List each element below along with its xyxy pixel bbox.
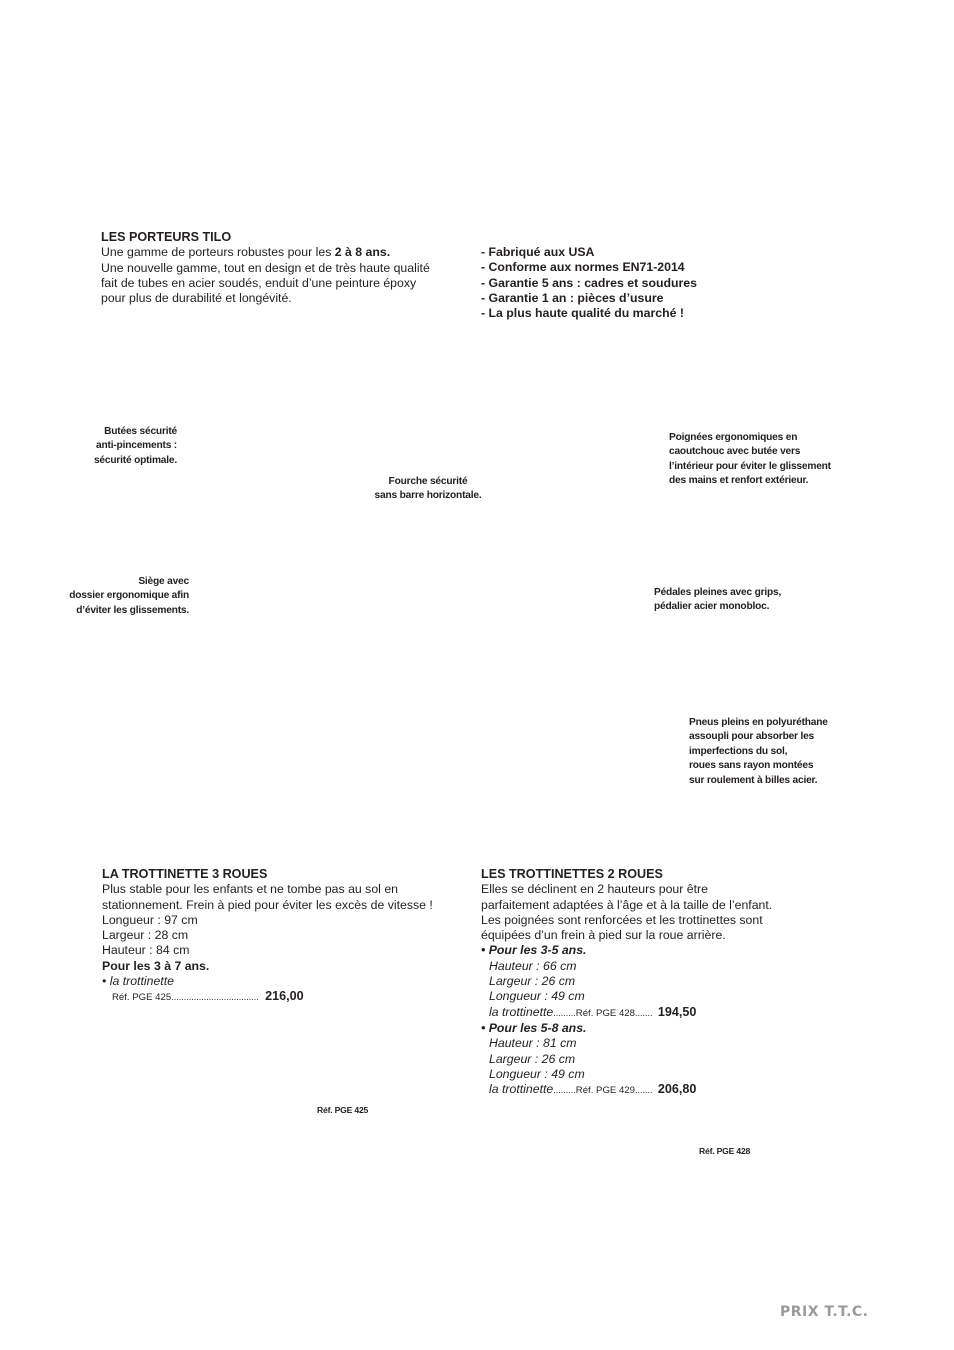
price: 206,80 (657, 1082, 697, 1097)
annotation-poignees (669, 431, 869, 489)
annotation-line: Fourche sécurité (388, 476, 468, 487)
trottinette3-length: Longueur : 97 cm (102, 912, 198, 927)
variant-item: la trottinette (489, 1004, 554, 1019)
trottinette3-price-row (102, 989, 472, 1005)
annotation-line: sécurité optimale. (93, 454, 177, 466)
variant-height: Hauteur : 81 cm (489, 1036, 577, 1051)
annotation-line: Pédales pleines avec grips, (654, 587, 782, 598)
annotation-siege (30, 575, 189, 618)
annotation-line: d’éviter les glissements. (76, 604, 189, 616)
variant-length: Longueur : 49 cm (489, 1066, 585, 1081)
trottinette3-title: LA TROTTINETTE 3 ROUES (102, 867, 268, 881)
price: 194,50 (657, 1004, 697, 1019)
leader-dots: ....... (634, 1085, 653, 1096)
tilo-line3: fait de tubes en acier soudés, enduit d’une peinture époxy (101, 275, 417, 290)
trottinette2-line: équipées d’un frein à pied sur la roue arrière. (481, 928, 726, 943)
trottinette3-line: stationnement. Frein à pied pour éviter les excès de vitesse ! (102, 897, 433, 912)
annotation-line: imperfections du sol, (689, 745, 788, 757)
trottinette3-item: • la trottinette (102, 974, 174, 989)
tilo-features (481, 245, 741, 321)
annotation-line: Siège avec (138, 576, 189, 587)
price: 216,00 (265, 989, 304, 1004)
reference-code: Réf. PGE 428 (575, 1007, 635, 1019)
variant-price-row (481, 1005, 861, 1021)
tilo-line1-text: Une gamme de porteurs robustes pour les (101, 245, 335, 260)
trottinette2-title: LES TROTTINETTES 2 ROUES (481, 867, 663, 881)
tilo-line4: pour plus de durabilité et longévité. (101, 291, 292, 306)
leader-dots: ....... (634, 1007, 653, 1018)
trottinette3-height: Hauteur : 84 cm (102, 943, 190, 958)
annotation-line: anti-pincements : (96, 440, 177, 452)
feature-item: - Fabriqué aux USA (481, 245, 595, 259)
annotation-line: Poignées ergonomiques en (669, 432, 798, 443)
annotation-butees (40, 425, 177, 468)
tilo-line1 (101, 245, 471, 260)
annotation-line: roues sans rayon montées (689, 760, 814, 772)
variant-length: Longueur : 49 cm (489, 989, 585, 1004)
leader-dots: ................................... (171, 992, 259, 1003)
trottinette3-width: Largeur : 28 cm (102, 928, 189, 943)
photo-ref-428: Réf. PGE 428 (699, 1146, 751, 1156)
annotation-line: Pneus pleins en polyuréthane (689, 717, 828, 728)
trottinette3-block (102, 867, 472, 1006)
reference-code: Réf. PGE 429 (575, 1085, 635, 1097)
trottinette3-age: Pour les 3 à 7 ans. (102, 958, 210, 973)
trottinette2-block (481, 867, 861, 1098)
trottinette2-line: Elles se déclinent en 2 hauteurs pour être (481, 882, 708, 897)
variant-age: • Pour les 5-8 ans. (481, 1020, 587, 1035)
annotation-line: l’intérieur pour éviter le glissement (669, 460, 831, 472)
variant-height: Hauteur : 66 cm (489, 958, 577, 973)
variant-item: la trottinette (489, 1082, 554, 1097)
reference-code: Réf. PGE 425 (112, 992, 172, 1004)
annotation-line: sans barre horizontale. (374, 490, 482, 502)
annotation-pedales (654, 586, 834, 615)
tilo-age-range: 2 à 8 ans. (334, 245, 391, 260)
trottinette3-line: Plus stable pour les enfants et ne tombe pas au sol en (102, 882, 398, 897)
annotation-line: dossier ergonomique afin (69, 590, 189, 602)
leader-dots: ......... (553, 1085, 576, 1096)
annotation-line: des mains et renfort extérieur. (669, 475, 809, 487)
variant-width: Largeur : 26 cm (489, 974, 576, 989)
annotation-fourche (348, 475, 508, 504)
feature-item: - Garantie 5 ans : cadres et soudures (481, 275, 697, 290)
trottinette2-line: parfaitement adaptées à l’âge et à la taille de l’enfant. (481, 897, 773, 912)
leader-dots: ......... (553, 1007, 576, 1018)
tilo-line2: Une nouvelle gamme, tout en design et de très haute qualité (101, 260, 430, 275)
variant-age: • Pour les 3-5 ans. (481, 943, 587, 958)
tilo-intro (101, 230, 471, 306)
annotation-line: pédalier acier monobloc. (654, 601, 770, 613)
photo-ref-425: Réf. PGE 425 (317, 1105, 369, 1115)
feature-item: - Conforme aux normes EN71-2014 (481, 260, 685, 275)
trottinette2-line: Les poignées sont renforcées et les trottinettes sont (481, 912, 763, 927)
tilo-title: LES PORTEURS TILO (101, 230, 232, 244)
feature-item: - Garantie 1 an : pièces d’usure (481, 290, 664, 305)
variant-width: Largeur : 26 cm (489, 1051, 576, 1066)
prix-ttc-label: PRIX T.T.C. (780, 1304, 869, 1320)
annotation-pneus (689, 716, 869, 788)
annotation-line: caoutchouc avec butée vers (669, 446, 801, 458)
annotation-line: Butées sécurité (104, 426, 177, 437)
annotation-line: assoupli pour absorber les (689, 731, 815, 743)
feature-item: - La plus haute qualité du marché ! (481, 306, 684, 321)
variant-price-row (481, 1082, 861, 1098)
annotation-line: sur roulement à billes acier. (689, 774, 818, 786)
